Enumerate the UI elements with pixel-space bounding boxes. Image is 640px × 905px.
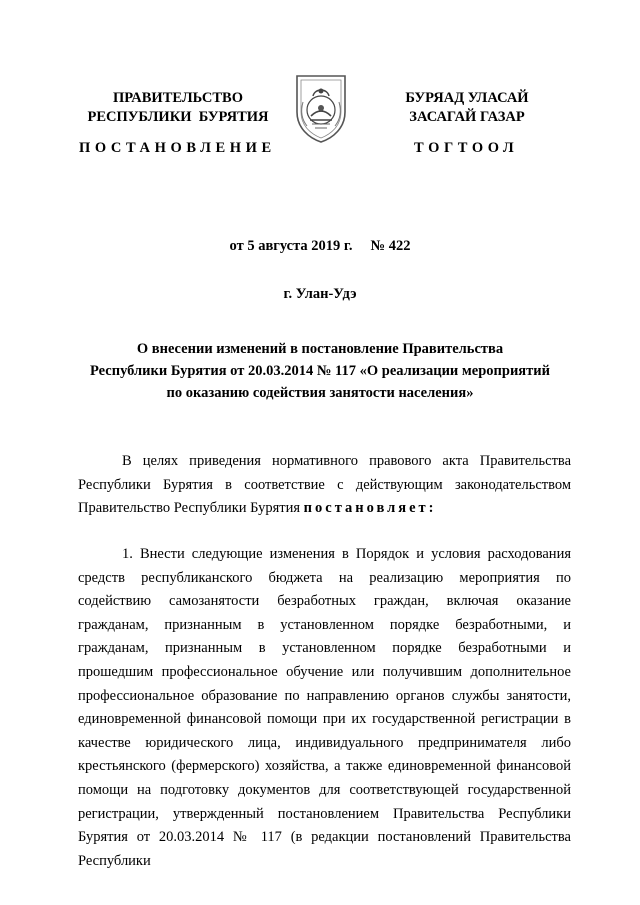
body-paragraph-2: 1. Внести следующие изменения в Порядок и условия расходования средств республиканского бюджета на реализацию мероприятия по содействию самозанятости безработных граждан, включая оказание гражданам, признанным в установленном порядке безработными, и гражданам, признанным в установленном порядке безработными и прошедшим профессиональное обучение или получившим дополнительное профессиональное образование по направлению органов службы занятости, единовременной финансовой помощи при их государственной регистрации в качестве юридического лица, индивидуального предпринимателя либо крестьянского (фермерского) хозяйства, а также единовременной финансовой помощи на подготовку документов для соответствующей государственной регистрации, утвержденный постановлением Правительства Республики Бурятия от 20.03.2014 № 117 (в редакции постановлений Правительства Республики: [78, 546, 571, 869]
paragraph-1-text: В целях приведения нормативного правового акта Правительства Республики Бурятия в соответствие с действующим законодательством Правительство Республики Бурятия: [78, 453, 571, 517]
coat-of-arms-icon: [293, 72, 349, 144]
header-left-block: [78, 89, 278, 127]
header-left-line1: ПРАВИТЕЛЬСТВО: [113, 90, 243, 106]
document-subject: [60, 338, 580, 404]
document-date: от 5 августа 2019 г.: [229, 238, 353, 254]
date-line: [0, 238, 640, 255]
header-left-line2: РЕСПУБЛИКИ БУРЯТИЯ: [87, 109, 269, 125]
body-paragraph-1: [78, 450, 571, 521]
subject-line-2: Республики Бурятия от 20.03.2014 № 117 «О реализации мероприятий: [90, 363, 550, 379]
header-right-line1: БУРЯАД УЛАСАЙ: [405, 90, 529, 106]
document-city: г. Улан-Удэ: [283, 286, 357, 302]
resolution-word: постановляет:: [303, 500, 437, 517]
subject-line-3: по оказанию содействия занятости населения»: [166, 385, 474, 401]
document-number: № 422: [370, 238, 411, 254]
header-right-block: [378, 89, 556, 127]
subject-line-1: О внесении изменений в постановление Правительства: [136, 341, 504, 357]
header-right-line2: ЗАСАГАЙ ГАЗАР: [409, 109, 525, 125]
doc-type-bua: ТОГТООЛ: [414, 140, 519, 156]
doc-type-ru: ПОСТАНОВЛЕНИЕ: [79, 140, 276, 156]
